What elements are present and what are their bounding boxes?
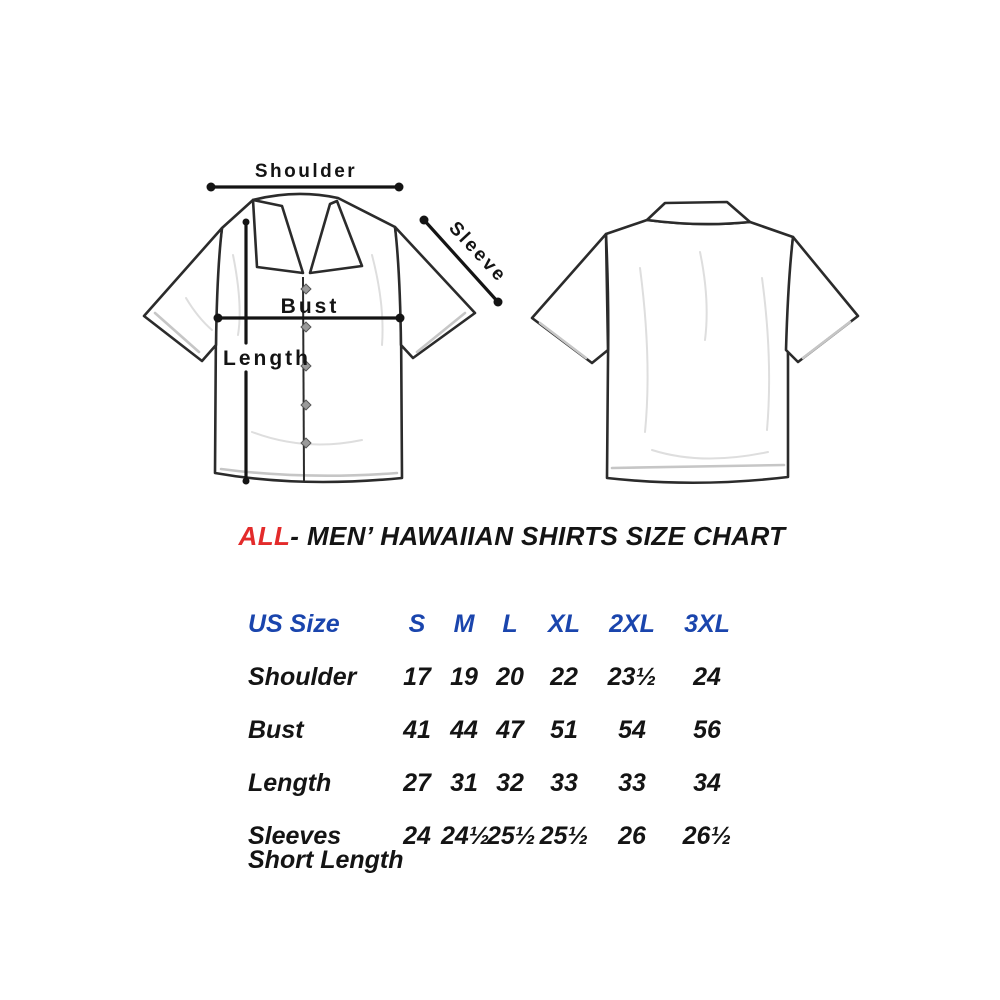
table-cell: 22	[550, 663, 578, 691]
table-cell: 33	[550, 769, 578, 797]
table-row-bust	[248, 704, 748, 757]
column-header-l: L	[502, 610, 518, 638]
table-cell: 23½	[607, 663, 657, 691]
table-cell: 47	[496, 716, 524, 744]
measure-endpoint-dot	[420, 216, 429, 225]
table-row-shoulder	[248, 651, 748, 704]
shoulder-measurement	[207, 161, 404, 192]
measure-endpoint-dot	[395, 183, 404, 192]
table-row-length	[248, 757, 748, 810]
measure-endpoint-dot	[207, 183, 216, 192]
table-cell: 24	[403, 822, 431, 850]
row-label: Length	[248, 769, 332, 797]
size-table	[248, 598, 748, 874]
table-cell: 44	[450, 716, 478, 744]
table-cell: 51	[550, 716, 578, 744]
measure-endpoint-dot	[243, 478, 250, 485]
table-cell: 27	[403, 769, 431, 797]
table-cell: 54	[618, 716, 646, 744]
bust-label: Bust	[280, 295, 340, 318]
page-title-text: - MEN’ HAWAIIAN SHIRTS SIZE CHART	[290, 521, 786, 551]
table-cell: 32	[496, 769, 524, 797]
front-shirt-drawing	[144, 194, 475, 482]
table-cell: 25½	[539, 822, 589, 850]
table-cell: 33	[618, 769, 646, 797]
row-label: Sleeves	[248, 822, 342, 850]
column-header-2xl: 2XL	[609, 610, 655, 638]
sleeve-label: Sleeve	[444, 217, 511, 288]
back-left-sleeve	[532, 234, 608, 363]
table-cell: 41	[403, 716, 431, 744]
table-cell: 31	[450, 769, 478, 797]
length-label: Length	[223, 347, 311, 370]
row-label: Shoulder	[248, 663, 357, 691]
measure-endpoint-dot	[214, 314, 223, 323]
page-title-highlight: ALL	[238, 521, 291, 551]
back-shirt-body	[606, 220, 793, 483]
table-cell: 19	[450, 663, 478, 691]
table-cell: 26	[618, 822, 646, 850]
column-header-us-size: US Size	[248, 610, 340, 638]
shoulder-label: Shoulder	[254, 161, 358, 182]
column-header-m: M	[453, 610, 475, 638]
table-cell: 56	[693, 716, 721, 744]
table-cell: 20	[496, 663, 524, 691]
table-header-row	[248, 598, 748, 651]
measure-endpoint-dot	[396, 314, 405, 323]
front-shirt-body	[215, 194, 402, 482]
back-collar	[647, 202, 750, 224]
column-header-s: S	[408, 610, 426, 638]
table-cell: 17	[403, 663, 431, 691]
front-left-sleeve	[144, 228, 222, 361]
back-shirt-drawing	[532, 202, 858, 483]
column-header-3xl: 3XL	[684, 610, 730, 638]
row-sublabel: Short Length	[248, 846, 404, 874]
column-header-xl: XL	[548, 610, 580, 638]
table-cell: 24	[693, 663, 721, 691]
table-cell: 26½	[682, 822, 732, 850]
measure-endpoint-dot	[494, 298, 503, 307]
row-label: Bust	[248, 716, 304, 744]
table-cell: 24½	[441, 822, 490, 850]
table-row-sleeves	[248, 810, 748, 874]
measure-endpoint-dot	[243, 219, 250, 226]
table-cell: 25½	[487, 822, 536, 850]
table-cell: 34	[693, 769, 721, 797]
page-title	[12, 519, 1000, 553]
